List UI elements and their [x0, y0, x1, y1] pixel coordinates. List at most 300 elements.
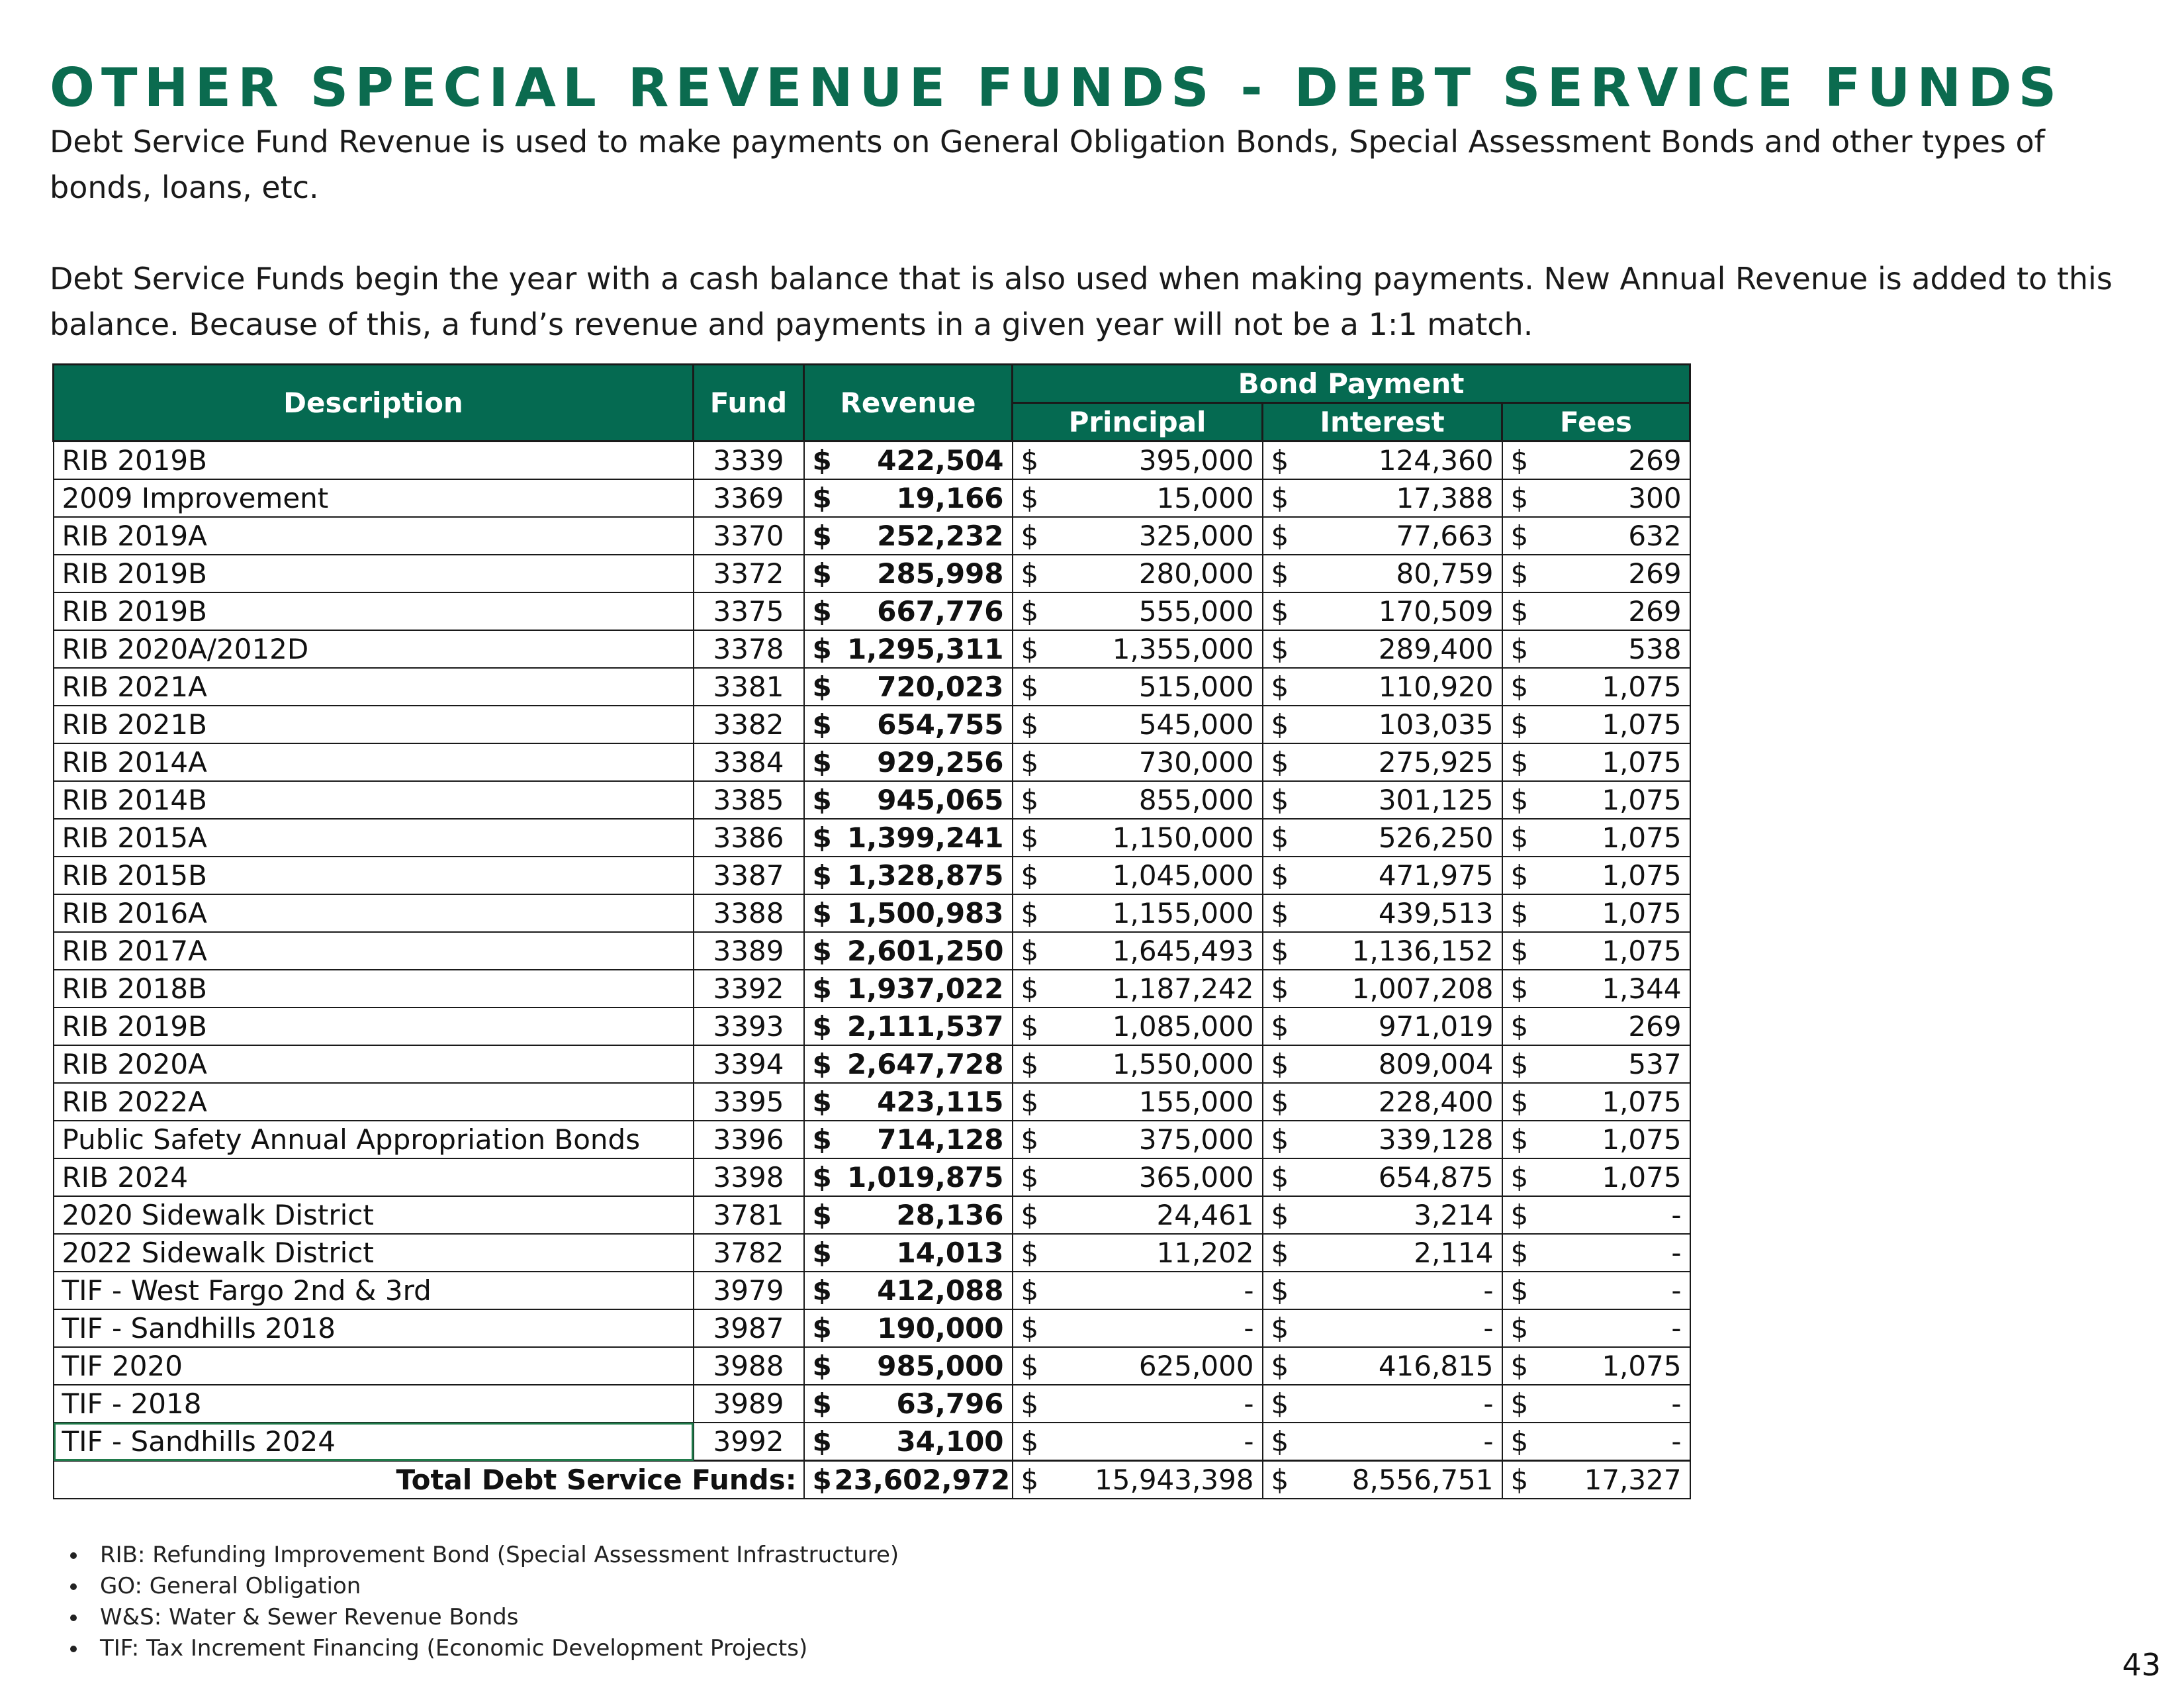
col-header-interest[interactable]: Interest — [1263, 403, 1502, 442]
cell-fees[interactable]: 1,075 — [1530, 668, 1690, 706]
currency-symbol: $ — [804, 1121, 835, 1158]
currency-symbol: $ — [1013, 1272, 1040, 1309]
currency-symbol: $ — [1502, 1385, 1530, 1423]
cell-principal[interactable]: 1,355,000 — [1040, 630, 1263, 668]
currency-symbol: $ — [1502, 630, 1530, 668]
cell-revenue[interactable]: 720,023 — [835, 668, 1013, 706]
currency-symbol: $ — [1263, 1158, 1291, 1196]
col-header-description[interactable]: Description — [54, 365, 694, 442]
currency-symbol: $ — [1013, 517, 1040, 555]
cell-fund[interactable]: 3370 — [694, 517, 804, 555]
cell-fund[interactable]: 3385 — [694, 781, 804, 819]
cell-fees[interactable]: 1,075 — [1530, 743, 1690, 781]
cell-fees[interactable]: 300 — [1530, 479, 1690, 517]
table-row — [54, 894, 1690, 932]
currency-symbol: $ — [1263, 1234, 1291, 1272]
cell-principal[interactable]: 15,000 — [1040, 479, 1263, 517]
currency-symbol: $ — [804, 592, 835, 630]
cell-principal[interactable]: - — [1040, 1423, 1263, 1461]
footnote-item: • RIB: Refunding Improvement Bond (Special Assessment Infrastructure) — [88, 1540, 899, 1571]
currency-symbol: $ — [1502, 1121, 1530, 1158]
debt-service-table — [52, 363, 1691, 1499]
cell-fees[interactable]: - — [1530, 1272, 1690, 1309]
total-label[interactable]: Total Debt Service Funds: — [54, 1461, 804, 1499]
cell-interest[interactable]: 80,759 — [1291, 555, 1502, 592]
cell-revenue[interactable]: 667,776 — [835, 592, 1013, 630]
cell-revenue[interactable]: 34,100 — [835, 1423, 1013, 1461]
cell-principal[interactable]: 1,645,493 — [1040, 932, 1263, 970]
currency-symbol: $ — [1013, 1045, 1040, 1083]
cell-interest[interactable]: 416,815 — [1291, 1347, 1502, 1385]
cell-revenue[interactable]: 1,295,311 — [835, 630, 1013, 668]
cell-fund[interactable]: 3372 — [694, 555, 804, 592]
currency-symbol: $ — [804, 1045, 835, 1083]
currency-symbol: $ — [1502, 706, 1530, 743]
cell-description[interactable]: RIB 2020A/2012D — [54, 630, 694, 668]
currency-symbol: $ — [1263, 479, 1291, 517]
currency-symbol: $ — [804, 1008, 835, 1045]
cell-interest[interactable]: 110,920 — [1291, 668, 1502, 706]
cell-fund[interactable]: 3384 — [694, 743, 804, 781]
cell-fees[interactable]: 1,075 — [1530, 781, 1690, 819]
cell-principal[interactable]: 1,187,242 — [1040, 970, 1263, 1008]
currency-symbol: $ — [1013, 819, 1040, 857]
table-row — [54, 479, 1690, 517]
cell-interest[interactable]: 103,035 — [1291, 706, 1502, 743]
table-row — [54, 630, 1690, 668]
cell-interest[interactable]: 124,360 — [1291, 442, 1502, 480]
cell-fund[interactable]: 3381 — [694, 668, 804, 706]
cell-revenue[interactable]: 2,647,728 — [835, 1045, 1013, 1083]
cell-interest[interactable]: 471,975 — [1291, 857, 1502, 894]
cell-fees[interactable]: 1,075 — [1530, 1158, 1690, 1196]
currency-symbol: $ — [1502, 592, 1530, 630]
currency-symbol: $ — [1502, 894, 1530, 932]
cell-fund[interactable]: 3395 — [694, 1083, 804, 1121]
cell-fees[interactable]: 1,075 — [1530, 1121, 1690, 1158]
cell-description[interactable]: TIF - Sandhills 2024 — [54, 1423, 694, 1461]
cell-description[interactable]: RIB 2014A — [54, 743, 694, 781]
cell-revenue[interactable]: 1,399,241 — [835, 819, 1013, 857]
cell-description[interactable]: RIB 2016A — [54, 894, 694, 932]
currency-symbol: $ — [1263, 932, 1291, 970]
cell-principal[interactable]: 155,000 — [1040, 1083, 1263, 1121]
cell-description[interactable]: RIB 2014B — [54, 781, 694, 819]
currency-symbol: $ — [1502, 555, 1530, 592]
page-title: OTHER SPECIAL REVENUE FUNDS - DEBT SERVICE FUNDS — [50, 57, 2064, 118]
cell-fees[interactable]: 1,344 — [1530, 970, 1690, 1008]
currency-symbol: $ — [1013, 743, 1040, 781]
currency-symbol: $ — [1263, 1461, 1291, 1499]
currency-symbol: $ — [804, 1158, 835, 1196]
currency-symbol: $ — [1013, 932, 1040, 970]
cell-fund[interactable]: 3398 — [694, 1158, 804, 1196]
cell-principal[interactable]: 1,550,000 — [1040, 1045, 1263, 1083]
currency-symbol: $ — [1502, 819, 1530, 857]
cell-fund[interactable]: 3979 — [694, 1272, 804, 1309]
currency-symbol: $ — [1013, 479, 1040, 517]
currency-symbol: $ — [1263, 592, 1291, 630]
currency-symbol: $ — [804, 1385, 835, 1423]
table-row — [54, 1309, 1690, 1347]
currency-symbol: $ — [804, 743, 835, 781]
cell-fees[interactable]: 269 — [1530, 555, 1690, 592]
cell-principal[interactable]: 1,045,000 — [1040, 857, 1263, 894]
cell-interest[interactable]: 17,388 — [1291, 479, 1502, 517]
cell-revenue[interactable]: 285,998 — [835, 555, 1013, 592]
currency-symbol: $ — [1013, 1008, 1040, 1045]
currency-symbol: $ — [804, 1196, 835, 1234]
currency-symbol: $ — [1013, 1309, 1040, 1347]
currency-symbol: $ — [1263, 555, 1291, 592]
cell-description[interactable]: 2022 Sidewalk District — [54, 1234, 694, 1272]
currency-symbol: $ — [804, 1461, 835, 1499]
cell-interest[interactable]: 228,400 — [1291, 1083, 1502, 1121]
cell-revenue[interactable]: 252,232 — [835, 517, 1013, 555]
cell-description[interactable]: TIF - West Fargo 2nd & 3rd — [54, 1272, 694, 1309]
currency-symbol: $ — [1502, 1461, 1530, 1499]
currency-symbol: $ — [804, 706, 835, 743]
cell-principal[interactable]: 375,000 — [1040, 1121, 1263, 1158]
cell-interest[interactable]: 971,019 — [1291, 1008, 1502, 1045]
currency-symbol: $ — [804, 1234, 835, 1272]
currency-symbol: $ — [1502, 517, 1530, 555]
cell-fund[interactable]: 3781 — [694, 1196, 804, 1234]
cell-principal[interactable]: 555,000 — [1040, 592, 1263, 630]
col-header-principal[interactable]: Principal — [1013, 403, 1263, 442]
currency-symbol: $ — [1502, 1234, 1530, 1272]
cell-interest[interactable]: 809,004 — [1291, 1045, 1502, 1083]
table-row — [54, 1347, 1690, 1385]
cell-principal[interactable]: 730,000 — [1040, 743, 1263, 781]
cell-fees[interactable]: 1,075 — [1530, 894, 1690, 932]
cell-description[interactable]: RIB 2021B — [54, 706, 694, 743]
cell-fees[interactable]: 269 — [1530, 442, 1690, 480]
currency-symbol: $ — [1013, 970, 1040, 1008]
currency-symbol: $ — [1263, 517, 1291, 555]
currency-symbol: $ — [1263, 1008, 1291, 1045]
currency-symbol: $ — [1013, 630, 1040, 668]
table-row — [54, 932, 1690, 970]
cell-interest[interactable]: 289,400 — [1291, 630, 1502, 668]
cell-fund[interactable]: 3393 — [694, 1008, 804, 1045]
currency-symbol: $ — [1263, 781, 1291, 819]
cell-description[interactable]: TIF - 2018 — [54, 1385, 694, 1423]
cell-interest[interactable]: 654,875 — [1291, 1158, 1502, 1196]
table-row — [54, 1423, 1690, 1461]
cell-fees[interactable]: 1,075 — [1530, 857, 1690, 894]
currency-symbol: $ — [1263, 442, 1291, 480]
currency-symbol: $ — [1502, 1309, 1530, 1347]
cell-revenue[interactable]: 929,256 — [835, 743, 1013, 781]
cell-description[interactable]: RIB 2019B — [54, 1008, 694, 1045]
cell-interest[interactable]: - — [1291, 1385, 1502, 1423]
currency-symbol: $ — [1502, 479, 1530, 517]
currency-symbol: $ — [1013, 706, 1040, 743]
cell-revenue[interactable]: 423,115 — [835, 1083, 1013, 1121]
currency-symbol: $ — [1263, 668, 1291, 706]
currency-symbol: $ — [1502, 970, 1530, 1008]
currency-symbol: $ — [1502, 1083, 1530, 1121]
cell-fund[interactable]: 3394 — [694, 1045, 804, 1083]
cell-principal[interactable]: 1,155,000 — [1040, 894, 1263, 932]
currency-symbol: $ — [1502, 781, 1530, 819]
footnote-item: • GO: General Obligation — [88, 1571, 899, 1602]
cell-principal[interactable]: 515,000 — [1040, 668, 1263, 706]
cell-fund[interactable]: 3382 — [694, 706, 804, 743]
currency-symbol: $ — [1263, 1121, 1291, 1158]
cell-interest[interactable]: - — [1291, 1423, 1502, 1461]
cell-revenue[interactable]: 1,328,875 — [835, 857, 1013, 894]
currency-symbol: $ — [804, 970, 835, 1008]
cell-revenue[interactable]: 412,088 — [835, 1272, 1013, 1309]
cell-fund[interactable]: 3389 — [694, 932, 804, 970]
cell-revenue[interactable]: 19,166 — [835, 479, 1013, 517]
cell-revenue[interactable]: 654,755 — [835, 706, 1013, 743]
cell-description[interactable]: RIB 2024 — [54, 1158, 694, 1196]
col-header-bond-payment[interactable]: Bond Payment — [1013, 365, 1690, 403]
cell-description[interactable]: 2009 Improvement — [54, 479, 694, 517]
cell-fund[interactable]: 3375 — [694, 592, 804, 630]
cell-fund[interactable]: 3386 — [694, 819, 804, 857]
cell-principal[interactable]: 280,000 — [1040, 555, 1263, 592]
currency-symbol: $ — [804, 630, 835, 668]
cell-description[interactable]: RIB 2015A — [54, 819, 694, 857]
currency-symbol: $ — [1013, 1196, 1040, 1234]
cell-description[interactable]: RIB 2022A — [54, 1083, 694, 1121]
cell-revenue[interactable]: 1,500,983 — [835, 894, 1013, 932]
currency-symbol: $ — [1502, 857, 1530, 894]
cell-principal[interactable]: 625,000 — [1040, 1347, 1263, 1385]
currency-symbol: $ — [1013, 442, 1040, 480]
cell-revenue[interactable]: 985,000 — [835, 1347, 1013, 1385]
cell-fees[interactable]: - — [1530, 1196, 1690, 1234]
currency-symbol: $ — [1263, 706, 1291, 743]
currency-symbol: $ — [1502, 932, 1530, 970]
cell-revenue[interactable]: 63,796 — [835, 1385, 1013, 1423]
cell-fees[interactable]: 538 — [1530, 630, 1690, 668]
cell-interest[interactable]: 2,114 — [1291, 1234, 1502, 1272]
cell-fees[interactable]: - — [1530, 1423, 1690, 1461]
cell-fees[interactable]: - — [1530, 1309, 1690, 1347]
intro-paragraph-2: Debt Service Funds begin the year with a cash balance that is also used when making payments. New Annual Revenue is added to this balance. Because of this, a fund’s revenue and payments in a given year will not be a 1:1 match. — [50, 261, 2113, 342]
cell-fees[interactable]: 1,075 — [1530, 706, 1690, 743]
currency-symbol: $ — [1263, 1083, 1291, 1121]
currency-symbol: $ — [1013, 1158, 1040, 1196]
cell-description[interactable]: RIB 2019B — [54, 442, 694, 480]
table-row — [54, 1121, 1690, 1158]
currency-symbol: $ — [1263, 1045, 1291, 1083]
currency-symbol: $ — [1263, 857, 1291, 894]
cell-interest[interactable]: 77,663 — [1291, 517, 1502, 555]
cell-principal[interactable]: 855,000 — [1040, 781, 1263, 819]
cell-fund[interactable]: 3987 — [694, 1309, 804, 1347]
currency-symbol: $ — [1013, 1461, 1040, 1499]
cell-fees[interactable]: 632 — [1530, 517, 1690, 555]
cell-description[interactable]: RIB 2021A — [54, 668, 694, 706]
currency-symbol: $ — [1502, 1272, 1530, 1309]
table-row — [54, 706, 1690, 743]
table-row — [54, 1045, 1690, 1083]
currency-symbol: $ — [1502, 668, 1530, 706]
total-fees[interactable]: 17,327 — [1530, 1461, 1690, 1499]
cell-interest[interactable]: 170,509 — [1291, 592, 1502, 630]
cell-fees[interactable]: 269 — [1530, 1008, 1690, 1045]
table-row — [54, 1083, 1690, 1121]
currency-symbol: $ — [1263, 1385, 1291, 1423]
currency-symbol: $ — [804, 1423, 835, 1461]
cell-description[interactable]: 2020 Sidewalk District — [54, 1196, 694, 1234]
cell-revenue[interactable]: 14,013 — [835, 1234, 1013, 1272]
page-number: 43 — [2122, 1647, 2161, 1683]
table-row — [54, 668, 1690, 706]
table-row — [54, 781, 1690, 819]
cell-fund[interactable]: 3396 — [694, 1121, 804, 1158]
cell-fund[interactable]: 3782 — [694, 1234, 804, 1272]
currency-symbol: $ — [1263, 1272, 1291, 1309]
cell-interest[interactable]: 1,136,152 — [1291, 932, 1502, 970]
currency-symbol: $ — [1502, 1045, 1530, 1083]
currency-symbol: $ — [1502, 1347, 1530, 1385]
total-revenue[interactable]: 23,602,972 — [835, 1461, 1013, 1499]
cell-fund[interactable]: 3989 — [694, 1385, 804, 1423]
currency-symbol: $ — [1013, 1347, 1040, 1385]
currency-symbol: $ — [1263, 630, 1291, 668]
cell-description[interactable]: RIB 2019B — [54, 555, 694, 592]
cell-revenue[interactable]: 422,504 — [835, 442, 1013, 480]
currency-symbol: $ — [804, 442, 835, 480]
currency-symbol: $ — [1502, 1196, 1530, 1234]
currency-symbol: $ — [1263, 894, 1291, 932]
table-row — [54, 1196, 1690, 1234]
table-row — [54, 819, 1690, 857]
cell-fund[interactable]: 3387 — [694, 857, 804, 894]
footnote-item: • W&S: Water & Sewer Revenue Bonds — [88, 1602, 899, 1633]
currency-symbol: $ — [804, 555, 835, 592]
cell-description[interactable]: RIB 2020A — [54, 1045, 694, 1083]
currency-symbol: $ — [1263, 743, 1291, 781]
currency-symbol: $ — [804, 781, 835, 819]
currency-symbol: $ — [1013, 894, 1040, 932]
cell-fund[interactable]: 3369 — [694, 479, 804, 517]
cell-principal[interactable]: 1,085,000 — [1040, 1008, 1263, 1045]
cell-principal[interactable]: 395,000 — [1040, 442, 1263, 480]
table-row — [54, 1272, 1690, 1309]
total-interest[interactable]: 8,556,751 — [1291, 1461, 1502, 1499]
col-header-revenue[interactable]: Revenue — [804, 365, 1013, 442]
cell-description[interactable]: RIB 2015B — [54, 857, 694, 894]
cell-revenue[interactable]: 1,019,875 — [835, 1158, 1013, 1196]
currency-symbol: $ — [804, 479, 835, 517]
cell-revenue[interactable]: 190,000 — [835, 1309, 1013, 1347]
cell-principal[interactable]: - — [1040, 1272, 1263, 1309]
table-row — [54, 1158, 1690, 1196]
currency-symbol: $ — [1263, 970, 1291, 1008]
currency-symbol: $ — [1502, 743, 1530, 781]
cell-fund[interactable]: 3992 — [694, 1423, 804, 1461]
cell-description[interactable]: RIB 2019B — [54, 592, 694, 630]
cell-principal[interactable]: 325,000 — [1040, 517, 1263, 555]
cell-description[interactable]: TIF 2020 — [54, 1347, 694, 1385]
currency-symbol: $ — [1263, 1309, 1291, 1347]
cell-principal[interactable]: 24,461 — [1040, 1196, 1263, 1234]
cell-principal[interactable]: 545,000 — [1040, 706, 1263, 743]
table-row — [54, 1008, 1690, 1045]
currency-symbol: $ — [804, 1309, 835, 1347]
cell-fees[interactable]: 1,075 — [1530, 819, 1690, 857]
cell-revenue[interactable]: 714,128 — [835, 1121, 1013, 1158]
cell-fund[interactable]: 3339 — [694, 442, 804, 480]
currency-symbol: $ — [1013, 1385, 1040, 1423]
cell-interest[interactable]: 275,925 — [1291, 743, 1502, 781]
currency-symbol: $ — [1013, 555, 1040, 592]
cell-description[interactable]: TIF - Sandhills 2018 — [54, 1309, 694, 1347]
cell-principal[interactable]: 11,202 — [1040, 1234, 1263, 1272]
cell-fees[interactable]: 269 — [1530, 592, 1690, 630]
cell-principal[interactable]: 365,000 — [1040, 1158, 1263, 1196]
cell-fund[interactable]: 3392 — [694, 970, 804, 1008]
cell-description[interactable]: RIB 2017A — [54, 932, 694, 970]
cell-principal[interactable]: - — [1040, 1385, 1263, 1423]
col-header-fund[interactable]: Fund — [694, 365, 804, 442]
currency-symbol: $ — [804, 668, 835, 706]
currency-symbol: $ — [1013, 1121, 1040, 1158]
cell-revenue[interactable]: 2,111,537 — [835, 1008, 1013, 1045]
currency-symbol: $ — [804, 517, 835, 555]
cell-fund[interactable]: 3988 — [694, 1347, 804, 1385]
footnote-item: • TIF: Tax Increment Financing (Economic Development Projects) — [88, 1633, 899, 1664]
col-header-fees[interactable]: Fees — [1502, 403, 1690, 442]
currency-symbol: $ — [804, 932, 835, 970]
cell-interest[interactable]: 3,214 — [1291, 1196, 1502, 1234]
cell-fund[interactable]: 3378 — [694, 630, 804, 668]
cell-revenue[interactable]: 2,601,250 — [835, 932, 1013, 970]
cell-principal[interactable]: - — [1040, 1309, 1263, 1347]
cell-fees[interactable]: - — [1530, 1385, 1690, 1423]
table-row — [54, 970, 1690, 1008]
cell-fees[interactable]: 1,075 — [1530, 1083, 1690, 1121]
total-principal[interactable]: 15,943,398 — [1040, 1461, 1263, 1499]
cell-interest[interactable]: 301,125 — [1291, 781, 1502, 819]
cell-description[interactable]: RIB 2018B — [54, 970, 694, 1008]
cell-fees[interactable]: 1,075 — [1530, 1347, 1690, 1385]
cell-principal[interactable]: 1,150,000 — [1040, 819, 1263, 857]
cell-interest[interactable]: 1,007,208 — [1291, 970, 1502, 1008]
cell-interest[interactable]: - — [1291, 1272, 1502, 1309]
cell-fees[interactable]: - — [1530, 1234, 1690, 1272]
cell-revenue[interactable]: 1,937,022 — [835, 970, 1013, 1008]
table-row — [54, 857, 1690, 894]
cell-interest[interactable]: 526,250 — [1291, 819, 1502, 857]
cell-revenue[interactable]: 945,065 — [835, 781, 1013, 819]
cell-interest[interactable]: - — [1291, 1309, 1502, 1347]
cell-fund[interactable]: 3388 — [694, 894, 804, 932]
currency-symbol: $ — [1263, 1423, 1291, 1461]
cell-fees[interactable]: 537 — [1530, 1045, 1690, 1083]
currency-symbol: $ — [1013, 592, 1040, 630]
cell-interest[interactable]: 439,513 — [1291, 894, 1502, 932]
cell-description[interactable]: RIB 2019A — [54, 517, 694, 555]
cell-fees[interactable]: 1,075 — [1530, 932, 1690, 970]
currency-symbol: $ — [804, 894, 835, 932]
currency-symbol: $ — [804, 1347, 835, 1385]
currency-symbol: $ — [804, 819, 835, 857]
table-row — [54, 517, 1690, 555]
currency-symbol: $ — [804, 1272, 835, 1309]
cell-revenue[interactable]: 28,136 — [835, 1196, 1013, 1234]
cell-interest[interactable]: 339,128 — [1291, 1121, 1502, 1158]
cell-description[interactable]: Public Safety Annual Appropriation Bonds — [54, 1121, 694, 1158]
